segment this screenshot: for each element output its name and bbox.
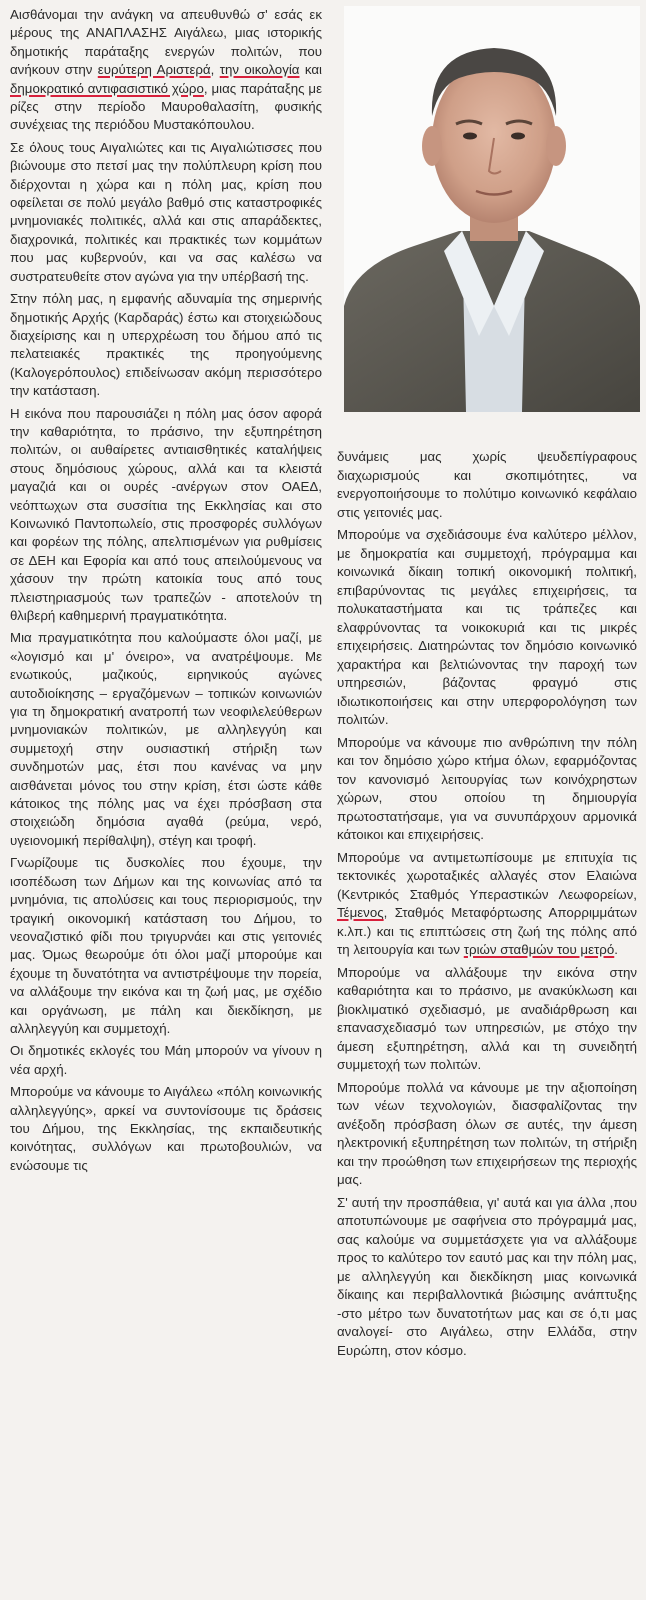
highlight-metro-stations: τριών σταθμών του μετρό [463,942,615,957]
paragraph-spatial-changes [337,849,637,960]
portrait-illustration [344,6,640,412]
paragraph-technology: Μπορούμε πολλά να κάνουμε με την αξιοποίηση των νέων τεχνολογιών, διασφαλίζοντας την ανέξοδη πρόσβαση όλων σε αυτές, την άμεση ηλεκτρονική εξυπηρέτηση των πολιτών, τη στήριξη και την προώθηση των επιχειρήσεων της περιοχής μας. [337,1079,637,1187]
paragraph-elections: Οι δημοτικές εκλογές του Μάη μπορούν να γίνουν η νέα αρχή. [10,1043,322,1077]
article-right-column [337,448,637,1364]
paragraph-public-space: Μπορούμε να κάνουμε πιο ανθρώπινη την πόλη και τον δημόσιο χώρο κτήμα όλων, εφαρμόζοντας τον κανονισμό λειτουργίας των κοινόχρηστων χώρων, στου οποίου τη δημιουργία πρωτοστατήσαμε, για να συνυπάρχουν αρμονικά κάτοικοι και επιχειρήσεις. [337,734,637,842]
paragraph-call-to-action: Σ' αυτή την προσπάθεια, γι' αυτά και για άλλα ,που αποτυπώνουμε με σαφήνεια στο πρόγραμμά μας, σας καλούμε να συμμετάσχετε για να αλλάξουμε προς το καλύτερο τον εαυτό μας και την πόλη μας, με αλληλεγγύη και διεκδίκηση μιας κοινωνικά δίκαιης και περιβαλλοντικά βιώσιμης ανάπτυξης -στο μέτρο των δυνατοτήτων μας και σε ό,τι μας αναλογεί- στο Αιγάλεω, στην Ελλάδα, στην Ευρώπη, στον κόσμο. [337,1194,637,1358]
highlight-temenos: Τέμενος [337,905,384,920]
spatial-text-mid: , Σταθμός Μεταφόρτωσης Απορριμμάτων κ.λπ.) και τις επιπτώσεις στη ζωή της πόλης από τη λειτουργία και των [337,905,637,957]
article-left-column [10,6,322,1179]
spatial-text-end: . [614,942,618,957]
paragraph-city-image: Η εικόνα που παρουσιάζει η πόλη μας όσον αφορά την καθαριότητα, το πράσινο, την εξυπηρέτηση πολιτών, οι αυθαίρετες αντιαισθητικές καταλήψεις στους δημόσιους χώρους, αλλά και τα κλειστά μαγαζιά και οι ουρές -ανέργων στον ΟΑΕΔ, νεόπτωχων στα συσσίτια της Εκκλησίας και στο Κοινωνικό Παντοπωλείο, στις προσφορές συλλόγων και φορέων της πόλης, απελπισμένων για ρυθμίσεις σε ΔΕΗ και Εφορία και από τους απειλούμενους να χάσουν την πρώτη κατοικία τους από τους πλειστηριασμούς των τραπεζών - αποτελούν τη θλιβερή καθημερινή πραγματικότητα. [10,405,322,623]
paragraph-better-future: Μπορούμε να σχεδιάσουμε ένα καλύτερο μέλλον, με δημοκρατία και συμμετοχή, πρόγραμμα και κοινωνικά δίκαιη τοπική οικονομική πολιτική, επιβαρύνοντας τις μεγάλες επιχειρήσεις, τα πολυκαταστήματα και τις τράπεζες και ελαφρύνοντας τα νοικοκυριά και τις μικρές επιχειρήσεις. Διατηρώντας τον δημόσιο κοινωνικό χαρακτήρα και βελτιώνοντας την παροχή των υπηρεσιών, βάζοντας φραγμό στις ιδιωτικοποιήσεις και στην υπερφορολόγηση των πολιτών. [337,527,637,727]
paragraph-cleanliness: Μπορούμε να αλλάξουμε την εικόνα στην καθαριότητα και το πράσινο, με ανακύκλωση και βιοκλιματικό σχεδιασμό, με αναδιάρθρωση και επανασχεδιασμό των υπηρεσιών, με στόχο την άμεση εξυπηρέτηση, αλλά και τη συνειδητή συμμετοχή των πολιτών. [337,964,637,1072]
paragraph-crisis: Σε όλους τους Αιγαλιώτες και τις Αιγαλιώτισσες που βιώνουμε στο πετσί μας την πολύπλευρη κρίση που διέρχονται η χώρα και η πόλη μας, κρίση που οφείλεται σε πολύ μεγάλο βαθμό στις καταστροφικές μνημονιακές πολιτικές, αλλά και στις απαράδεκτες, διαχρονικά, πολιτικές και πρακτικές των κομμάτων που μας κυβερνούν, και να σας καλέσω να συστρατευθείτε στον αγώνα για την υπέρβασή της. [10,139,322,284]
paragraph-municipal-authority: Στην πόλη μας, η εμφανής αδυναμία της σημερινής δημοτικής Αρχής (Καρδαράς) έστω και στοιχειώδους διαχείρισης και η υπερχρέωση του δήμου από τις πελατειακές πρακτικές της προηγούμενης (Καλογερόπουλος) επιδείνωσαν ακόμη περισσότερο την κατάσταση. [10,291,322,399]
paragraph-intro [10,6,322,135]
intro-text: Αισθάνομαι την ανάγκη να απευθυνθώ σ' εσάς εκ μέρους της ΑΝΑΠΛΑΣΗΣ Αιγάλεω, μιας ιστορικής δημοτικής παράταξης ενεργών πολιτών, που ανήκουν στην [10,7,322,78]
intro-sep-1: , [210,62,220,78]
highlight-ecology: την οικολογία [219,62,300,78]
highlight-left-wing: ευρύτερη Αριστερά [97,62,211,78]
intro-text-end: , μιας παράταξης με ρίζες στην περίοδο Μαυροθαλασίτη, φυσικής συνέχειας της περιόδου Μυστακόπουλου. [10,80,323,133]
portrait-photo [344,6,640,412]
spatial-text: Μπορούμε να αντιμετωπίσουμε με επιτυχία τις τεκτονικές χωροταξικές αλλαγές στον Ελαιώνα (Κεντρικός Σταθμός Υπεραστικών Λεωφορείων, [337,849,637,902]
paragraph-reality: Μια πραγματικότητα που καλούμαστε όλοι μαζί, με «λογισμό και μ' όνειρο», να ανατρέψουμε. Με ενωτικούς, μαζικούς, ειρηνικούς αγώνες αυτοδιοίκησης – εργαζόμενων – τοπικών κοινωνιών για τη δημοκρατική ανατροπή των νεοφιλελεύθερων μνημονιακών πολιτικών, με αλληλεγγύη και συμμετοχή στην ουσιαστική στήριξη των συνδημοτών μας, έτσι που κανένας να μην αισθάνεται μόνος του στην κρίση, έτσι ώστε κάθε κάτοικος της πόλης μας να έχει πρόσβαση στα στοιχειώδη δημόσια αγαθά (ρεύμα, νερό, υγειονομική περίθαλψη), στέγη και τροφή. [10,630,322,848]
paragraph-difficulties: Γνωρίζουμε τις δυσκολίες που έχουμε, την ισοπέδωση των Δήμων και της κοινωνίας από τα μνημόνια, τις απολύσεις και τους περιορισμούς, την τραγική οικονομική κατάσταση του Δήμου, το νεοναζιστικό φίδι που τριγυρνάει και στις γειτονιές μας. Όμως θεωρούμε ότι όλοι μαζί μπορούμε και έχουμε τη δυνατότητα να αντιστρέψουμε την πορεία, να αλλάξουμε την εικόνα και τη ζωή μας, με σχέδιο και οργάνωση, με πάλη και διεκδίκηση, με αλληλεγγύη και συμμετοχή. [10,855,322,1036]
paragraph-forces: δυνάμεις μας χωρίς ψευδεπίγραφους διαχωρισμούς και σκοπιμότητες, να ενεργοποιήσουμε το πολύτιμο κοινωνικό κεφάλαιο στις γειτονιές μας. [337,449,637,520]
intro-sep-2: και [299,62,322,78]
paragraph-solidarity-city: Μπορούμε να κάνουμε το Αιγάλεω «πόλη κοινωνικής αλληλεγγύης», αρκεί να συντονίσουμε τις δράσεις του Δήμου, της Εκκλησίας, της εκπαιδευτικής κοινότητας, συλλόγων και πρωτοβουλιών, να ενώσουμε τις [10,1084,322,1173]
highlight-antifascist: δημοκρατικό αντιφασιστικό χώρο [10,80,204,96]
